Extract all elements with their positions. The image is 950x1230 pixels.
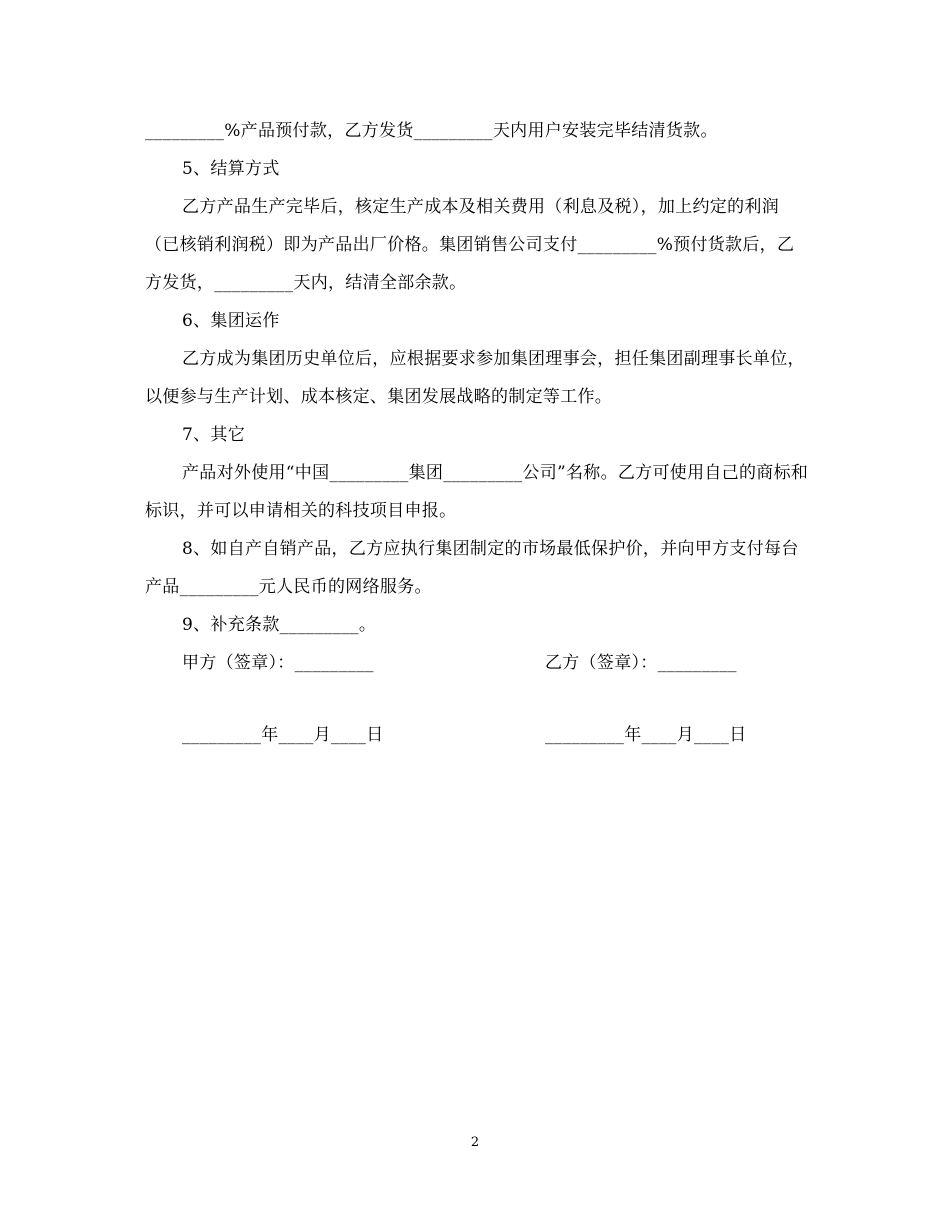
- signature-row: [145, 644, 810, 682]
- heading-group-operation: 6、集团运作: [182, 311, 280, 331]
- paragraph-settlement-method: 乙方产品生产完毕后，核定生产成本及相关费用（利息及税），加上约定的利润（已核销利润税）即为产品出厂价格。集团销售公司支付_________%预付货款后，乙方发货，_________天内，结清全部余款。: [145, 197, 795, 293]
- page-number: 2: [470, 1135, 480, 1150]
- date-row: [145, 716, 810, 754]
- party-a-signature: 甲方（签章）：_________: [182, 653, 374, 673]
- party-b-date: _________年____月____日: [545, 725, 747, 745]
- document-body: [145, 112, 810, 754]
- signature-spacer: [145, 682, 810, 716]
- heading-settlement-method: 5、结算方式: [182, 159, 280, 179]
- paragraph-payment-continuation: _________%产品预付款，乙方发货_________天内用户安装完毕结清货款。: [145, 121, 718, 141]
- heading-other: 7、其它: [182, 425, 246, 445]
- party-a-date: _________年____月____日: [182, 725, 384, 745]
- paragraph-other: 产品对外使用“中国_________集团_________公司”名称。乙方可使用自己的商标和标识，并可以申请相关的科技项目申报。: [145, 463, 809, 521]
- paragraph-group-operation: 乙方成为集团历史单位后，应根据要求参加集团理事会，担任集团副理事长单位，以便参与生产计划、成本核定、集团发展战略的制定等工作。: [145, 349, 805, 407]
- party-b-signature: 乙方（签章）：_________: [545, 653, 737, 673]
- paragraph-self-sales: 8、如自产自销产品，乙方应执行集团制定的市场最低保护价，并向甲方支付每台产品_________元人民币的网络服务。: [145, 539, 799, 597]
- paragraph-supplementary-terms: 9、补充条款_________。: [182, 615, 377, 635]
